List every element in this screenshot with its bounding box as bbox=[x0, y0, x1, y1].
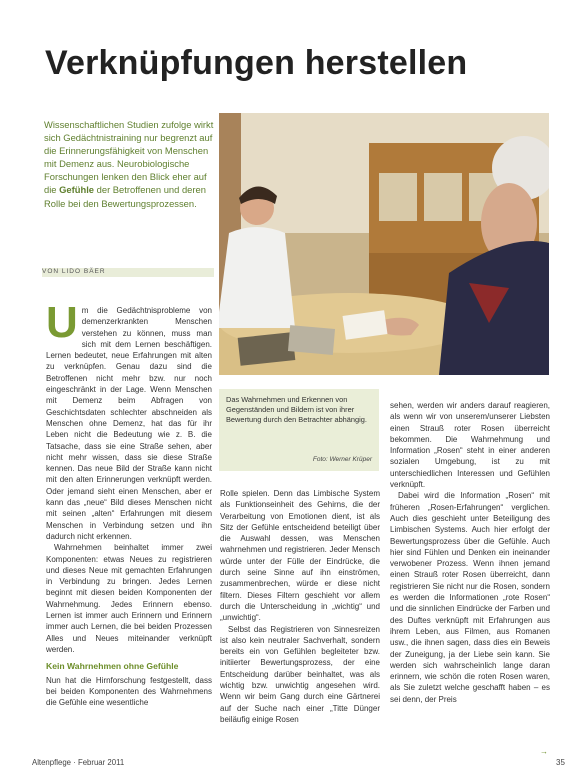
col2-paragraph-2: Selbst das Registrieren von Sinnesreizen ist also kein neutraler Sachverhalt, sondern bereits ein von Gefühlen begleiteter bzw. initiierter Bewertungsprozess, der eine Entscheidung darüber beinhaltet, was als wichtig bzw. unwichtig angesehen wird. Wenn wir beim Gang durch eine Gärtnerei auf der Suche nach einer „Titte Dünger beiläufig einige Rosen bbox=[220, 624, 380, 724]
column-3 bbox=[390, 400, 550, 705]
col2-paragraph-1: Rolle spielen. Denn das Limbische System als Funktionseinheit des Gehirns, die der Verarbeitung von Emotionen dient, ist als Sitz der Gefühle entscheidend beteiligt über die Auswahl dessen, was Menschen wahrnehmen und registrieren. Jeder Mensch würde unter der Fülle der Eindrücke, die durch seine Sinne auf ihn einströmen, zusammenbrechen, würde er diese nicht filtern. Dieses Filtern geschieht vor allem durch die Unterscheidung in „wichtig“ und „unwichtig“. bbox=[220, 489, 380, 623]
intro-text-start: Wissenschaftlichen Studien zufolge wirkt sich Gedächtnistraining nur begrenzt auf die Erinnerungsfähigkeit von Menschen mit Demenz aus. Neurobiologische Forschungen lenken den Blick eher auf die bbox=[44, 119, 214, 196]
drop-cap: U bbox=[46, 298, 78, 347]
intro-bold-word: Gefühle bbox=[59, 184, 95, 196]
intro-text bbox=[44, 118, 214, 210]
col3-paragraph-1: sehen, werden wir anders darauf reagieren, als wenn wir von unserem/unserer Liebsten einen Strauß roter Rosen überreicht bekommen. Die Wahrnehmung und Information „Rosen“ steht in einer anderen sozialen Umgebung, ist zu mit unterschiedlichen Interessen und Gefühlen verknüpft. bbox=[390, 401, 550, 490]
intro-text-end: der Betroffenen und deren Rolle bei den Bewertungsprozessen. bbox=[44, 184, 206, 209]
column-2 bbox=[220, 488, 380, 725]
col1-paragraph-1: m die Gedächtnisprobleme von demenzerkrankten Menschen verstehen zu können, muss man sich mit dem Lernen beschäftigen. Lernen bedeutet, neue Erfahrungen mit alten zu verknüpfen. Genau dazu sind die Betroffenen nicht mehr bzw. nur noch eingeschränkt in der Lage. Wenn Menschen mit Demenz beim Abfragen von Geschichtsdaten schlechter abschneiden als Menschen ohne Demenz, hat das für ihr Leben nicht die Bedeutung wie z. B. die Tatsache, dass sie eine Straße sehen, aber nicht mehr wissen, dass sie diese Straße kennen. Das neue Bild der Straße kann nicht mit den alten Erinnerungen verknüpft werden. Oder jemand sieht einen Menschen, aber er kann das „neue“ Bild dieses Menschen nicht mit seinen „alten“ Erfahrungen mit diesem Menschen in Verbindung setzen und ihn dadurch nicht erkennen. bbox=[46, 306, 212, 541]
photo-illustration bbox=[219, 113, 549, 375]
caption-text: Das Wahrnehmen und Erkennen von Gegenständen und Bildern ist von ihrer Bewertung durch den Betrachter abhängig. bbox=[226, 395, 367, 424]
subheading: Kein Wahrnehmen ohne Gefühle bbox=[46, 661, 179, 672]
footer-publication: Altenpflege · Februar 2011 bbox=[32, 758, 125, 767]
article-photo bbox=[219, 113, 549, 375]
article-title: Verknüpfungen herstellen bbox=[45, 44, 468, 82]
col1-paragraph-2: Wahrnehmen beinhaltet immer zwei Komponenten: etwas Neues zu registrieren und dieses Neue mit gemachten Erfahrungen in Verbindung zu bringen. Jedes Lernen beginnt mit diesen beiden Komponenten der Wahrnehmung. Jedes Erinnern ebenso. Lernen ist immer auch Erinnern und Erinnern immer auch Lernen, die bei beiden Prozessen Alles und Neues miteinander verknüpft werden. bbox=[46, 543, 212, 654]
byline: VON LIDO BÄER bbox=[42, 268, 106, 275]
page-number: 35 bbox=[556, 758, 565, 767]
photo-caption bbox=[219, 389, 379, 471]
col3-paragraph-2: Dabei wird die Information „Rosen“ mit früheren „Rosen-Erfahrungen“ verglichen. Auch dies geschieht unter Beteiligung des Limbischen Systems. Auch hier erfolgt der Bewertungsprozess über die Gefühle. Auch hier sind Fühlen und Denken ein ineinander verwobener Prozess. Wenn ihnen jemand einen Strauß roter Rosen überreicht, dann registrieren Sie nicht nur die Rosen, sondern es werden die Informationen „rote Rosen“ und die sinnlichen Eindrücke der Farben und des Duftes verknüpft mit Erfahrungen aus ihrem Leben, aus Filmen, aus Romanen usw., die ihnen sagen, dass dies ein Beweis der Zuneigung, ja der Liebe sein kann. Sie werden sich wahrscheinlich lange daran erinnern, wie schön die roten Rosen waren, als Sie zuletzt welche geschafft haben – es sei denn, der Preis bbox=[390, 491, 550, 704]
photo-credit: Foto: Werner Krüper bbox=[312, 456, 372, 463]
column-1 bbox=[46, 298, 212, 708]
col1-paragraph-3: Nun hat die Hirnforschung festgestellt, dass bei beiden Komponenten des Wahrnehmens die Gefühle eine wesentliche bbox=[46, 675, 212, 708]
continue-arrow-icon: → bbox=[540, 747, 548, 756]
